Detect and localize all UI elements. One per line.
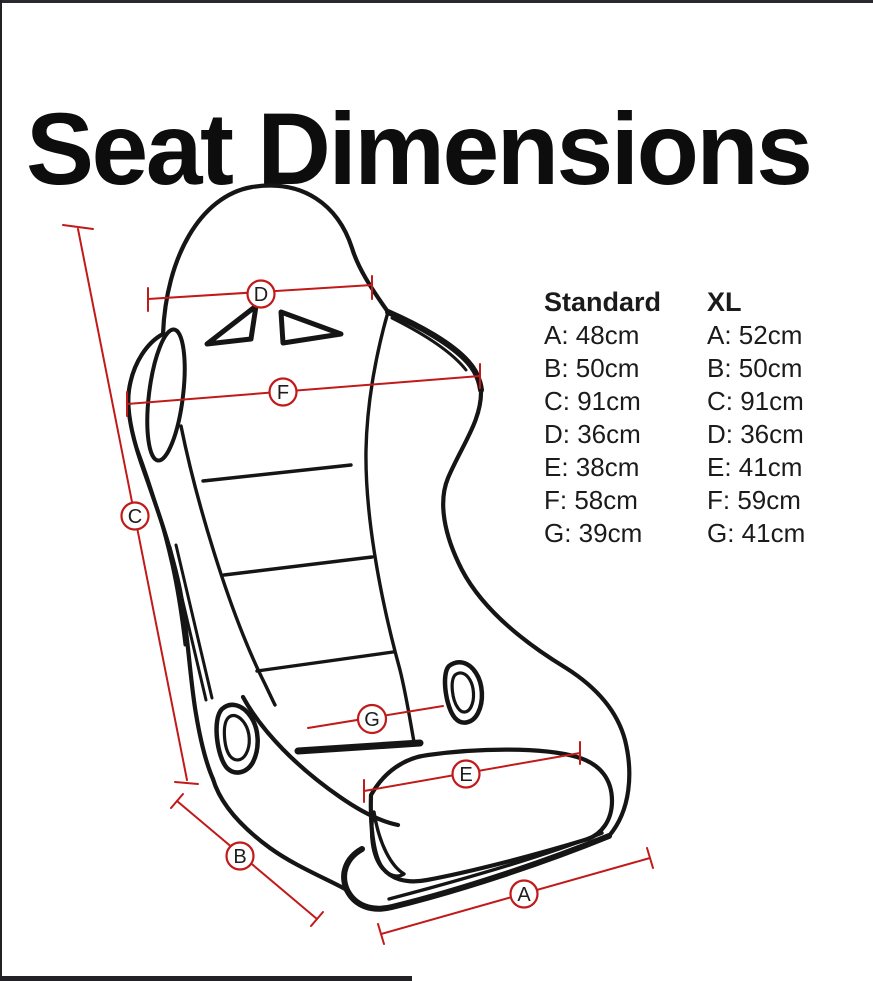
dimension-label-B	[227, 843, 254, 870]
spec-row-xl-C: C: 91cm	[707, 386, 804, 416]
dim-letter-D: D	[253, 284, 269, 306]
dim-letter-E: E	[459, 764, 473, 786]
seat-right-seam	[366, 312, 414, 742]
seat-back-seam-3	[257, 652, 393, 671]
spec-row-standard-D: D: 36cm	[544, 419, 641, 449]
spec-row-xl-D: D: 36cm	[707, 419, 804, 449]
dim-letter-A: A	[517, 884, 531, 906]
spec-column-standard	[544, 285, 661, 550]
seat-headrest-outline	[163, 186, 388, 334]
seat-lower-left-edge	[213, 779, 347, 890]
belt-slot-right-inner	[452, 673, 473, 712]
spec-row-xl-A: A: 52cm	[707, 320, 803, 350]
seat-right-shoulder-inner	[392, 318, 466, 370]
belt-slot-left-inner	[224, 716, 249, 760]
dimension-label-D	[248, 281, 275, 308]
spec-row-standard-B: B: 50cm	[544, 353, 640, 383]
spec-column-xl	[707, 285, 805, 550]
dim-letter-F: F	[276, 382, 290, 404]
dimension-label-F	[270, 379, 297, 406]
dimension-label-G	[358, 705, 386, 733]
dimension-label-E	[453, 761, 480, 788]
spec-row-standard-C: C: 91cm	[544, 386, 641, 416]
spec-header-standard: Standard	[544, 287, 662, 317]
spec-row-standard-F: F: 58cm	[544, 485, 638, 515]
spec-row-standard-A: A: 48cm	[544, 320, 640, 350]
seat-back-seam-2	[224, 557, 372, 575]
seat-cushion-back-seam	[298, 743, 420, 751]
spec-row-xl-G: G: 41cm	[707, 518, 806, 548]
dim-letter-G: G	[364, 709, 380, 731]
seat-left-piping-1	[170, 547, 206, 700]
headrest-harness-slot-left	[207, 306, 256, 344]
dimension-label-A	[511, 881, 538, 908]
dimension-label-C	[122, 503, 149, 530]
dim-letter-C: C	[127, 506, 143, 528]
spec-row-standard-E: E: 38cm	[544, 452, 640, 482]
spec-header-xl: XL	[707, 287, 742, 317]
dim-letter-B: B	[233, 846, 247, 868]
spec-row-xl-E: E: 41cm	[707, 452, 803, 482]
spec-row-standard-G: G: 39cm	[544, 518, 643, 548]
headrest-harness-slot-right	[281, 312, 341, 343]
spec-row-xl-F: F: 59cm	[707, 485, 801, 515]
spec-row-xl-B: B: 50cm	[707, 353, 803, 383]
page-title: Seat Dimensions	[26, 92, 811, 207]
seat-left-seam	[181, 426, 275, 705]
seat-back-seam-1	[203, 465, 351, 481]
